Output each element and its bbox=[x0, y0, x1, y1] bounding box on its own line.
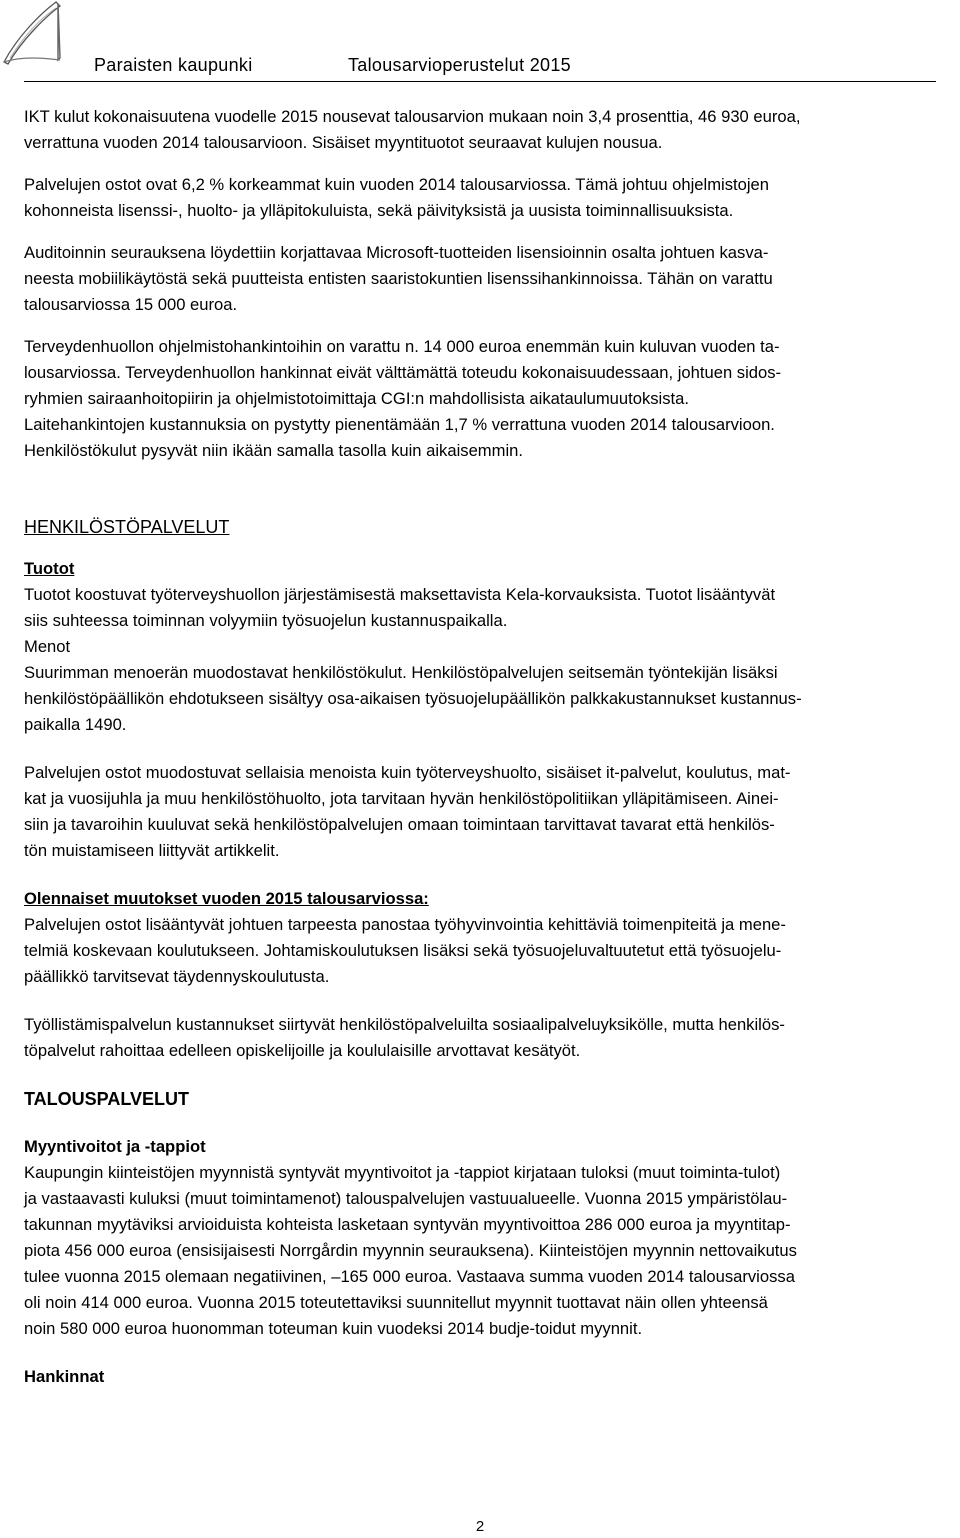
section-heading-talouspalvelut: TALOUSPALVELUT bbox=[24, 1089, 189, 1109]
subheading-olennaiset-muutokset: Olennaiset muutokset vuoden 2015 talousarviossa: bbox=[24, 889, 429, 908]
text-line: Palvelujen ostot muodostuvat sellaisia menoista kuin työterveyshuolto, sisäiset it-palvelut, koulutus, mat- bbox=[24, 763, 791, 782]
text-line: ja vastaavasti kuluksi (muut toimintamenot) talouspalvelujen vastuualueelle. Vuonna 2015 ympäristölau- bbox=[24, 1189, 788, 1208]
text-line: IKT kulut kokonaisuutena vuodelle 2015 nousevat talousarvion mukaan noin 3,4 prosenttia, 46 930 euroa, bbox=[24, 107, 801, 126]
text-line: verrattuna vuoden 2014 talousarvioon. Sisäiset myyntituotot seuraavat kulujen nousua. bbox=[24, 133, 663, 152]
text-line: siin ja tavaroihin kuuluvat sekä henkilöstöpalvelujen omaan toimintaan tarvittavat tavarat että henkilös- bbox=[24, 815, 775, 834]
text-line: siis suhteessa toiminnan volyymiin työsuojelun kustannuspaikalla. bbox=[24, 611, 508, 630]
header-divider bbox=[24, 81, 936, 82]
text-line: Terveydenhuollon ohjelmistohankintoihin on varattu n. 14 000 euroa enemmän kuin kuluvan vuoden ta- bbox=[24, 337, 780, 356]
section-heading-henkilostopalvelut: HENKILÖSTÖPALVELUT bbox=[24, 517, 230, 537]
paraisten-logo-icon bbox=[0, 0, 66, 68]
text-line: Työllistämispalvelun kustannukset siirtyvät henkilöstöpalveluilta sosiaalipalveluyksikölle, mutta henkilös- bbox=[24, 1015, 785, 1034]
subheading-tuotot: Tuotot bbox=[24, 559, 75, 578]
text-line: Henkilöstökulut pysyvät niin ikään samalla tasolla kuin aikaisemmin. bbox=[24, 441, 523, 460]
text-line: talousarviossa 15 000 euroa. bbox=[24, 295, 238, 314]
text-line: tulee vuonna 2015 olemaan negatiivinen, –165 000 euroa. Vastaava summa vuoden 2014 talousarviossa bbox=[24, 1267, 795, 1286]
page-number: 2 bbox=[475, 1518, 485, 1535]
text-line: lousarviossa. Terveydenhuollon hankinnat eivät välttämättä toteudu kokonaisuudessaan, johtuen sidos- bbox=[24, 363, 782, 382]
text-line: neesta mobiilikäytöstä sekä puutteista entisten saaristokuntien lisenssihankinnoissa. Tähän on varattu bbox=[24, 269, 773, 288]
text-line: kohonneista lisenssi-, huolto- ja ylläpitokuluista, sekä päivityksistä ja uusista toiminnallisuuksista. bbox=[24, 201, 734, 220]
text-line: Tuotot koostuvat työterveyshuollon järjestämisestä maksettavista Kela-korvauksista. Tuotot lisääntyvät bbox=[24, 585, 776, 604]
header-document-title: Talousarvioperustelut 2015 bbox=[348, 55, 571, 75]
text-line: töpalvelut rahoittaa edelleen opiskelijoille ja koululaisille arvottavat kesätyöt. bbox=[24, 1041, 581, 1060]
text-line: noin 580 000 euroa huonomman toteuman kuin vuodeksi 2014 budje-toidut myynnit. bbox=[24, 1319, 643, 1338]
text-line: henkilöstöpäällikön ehdotukseen sisältyy osa-aikaisen työsuojelupäällikön palkkakustannukset kustannus- bbox=[24, 689, 802, 708]
text-line: Palvelujen ostot lisääntyvät johtuen tarpeesta panostaa työhyvinvointia kehittäviä toimenpiteitä ja mene- bbox=[24, 915, 786, 934]
text-line: Kaupungin kiinteistöjen myynnistä syntyvät myyntivoitot ja -tappiot kirjataan tuloksi (muut toiminta-tulot) bbox=[24, 1163, 781, 1182]
text-line: paikalla 1490. bbox=[24, 715, 127, 734]
text-line: Palvelujen ostot ovat 6,2 % korkeammat kuin vuoden 2014 talousarviossa. Tämä johtuu ohjelmistojen bbox=[24, 175, 769, 194]
text-line: Auditoinnin seurauksena löydettiin korjattavaa Microsoft-tuotteiden lisensioinnin osalta johtuen kasva- bbox=[24, 243, 769, 262]
header-organization: Paraisten kaupunki bbox=[94, 55, 253, 75]
subheading-hankinnat: Hankinnat bbox=[24, 1367, 105, 1386]
text-line: päällikkö tarvitsevat täydennyskoulutusta. bbox=[24, 967, 330, 986]
text-line: telmiä koskevaan koulutukseen. Johtamiskoulutuksen lisäksi sekä työsuojeluvaltuutetut että työsuojelu- bbox=[24, 941, 782, 960]
text-line: Laitehankintojen kustannuksia on pystytty pienentämään 1,7 % verrattuna vuoden 2014 talousarvioon. bbox=[24, 415, 775, 434]
text-line: takunnan myytäviksi arvioiduista kohteista lasketaan syntyvän myyntivoittoa 286 000 euroa ja myyntitap- bbox=[24, 1215, 791, 1234]
text-line: ryhmien sairaanhoitopiirin ja ohjelmistotoimittaja CGI:n mahdollisista aikataulumuutoksista. bbox=[24, 389, 689, 408]
text-line: oli noin 414 000 euroa. Vuonna 2015 toteutettaviksi suunnitellut myynnit tuottavat näin ollen yhteensä bbox=[24, 1293, 768, 1312]
text-line: kat ja vuosijuhla ja muu henkilöstöhuolto, jota tarvitaan hyvän henkilöstöpolitiikan ylläpitämiseen. Ainei- bbox=[24, 789, 779, 808]
subheading-menot: Menot bbox=[24, 637, 71, 656]
subheading-myyntivoitot: Myyntivoitot ja -tappiot bbox=[24, 1137, 206, 1156]
text-line: piota 456 000 euroa (ensisijaisesti Norrgårdin myynnin seurauksena). Kiinteistöjen myynnin nettovaikutus bbox=[24, 1241, 797, 1260]
text-line: Suurimman menoerän muodostavat henkilöstökulut. Henkilöstöpalvelujen seitsemän työntekijän lisäksi bbox=[24, 663, 778, 682]
text-line: tön muistamiseen liittyvät artikkelit. bbox=[24, 841, 280, 860]
document-body bbox=[24, 104, 936, 1390]
